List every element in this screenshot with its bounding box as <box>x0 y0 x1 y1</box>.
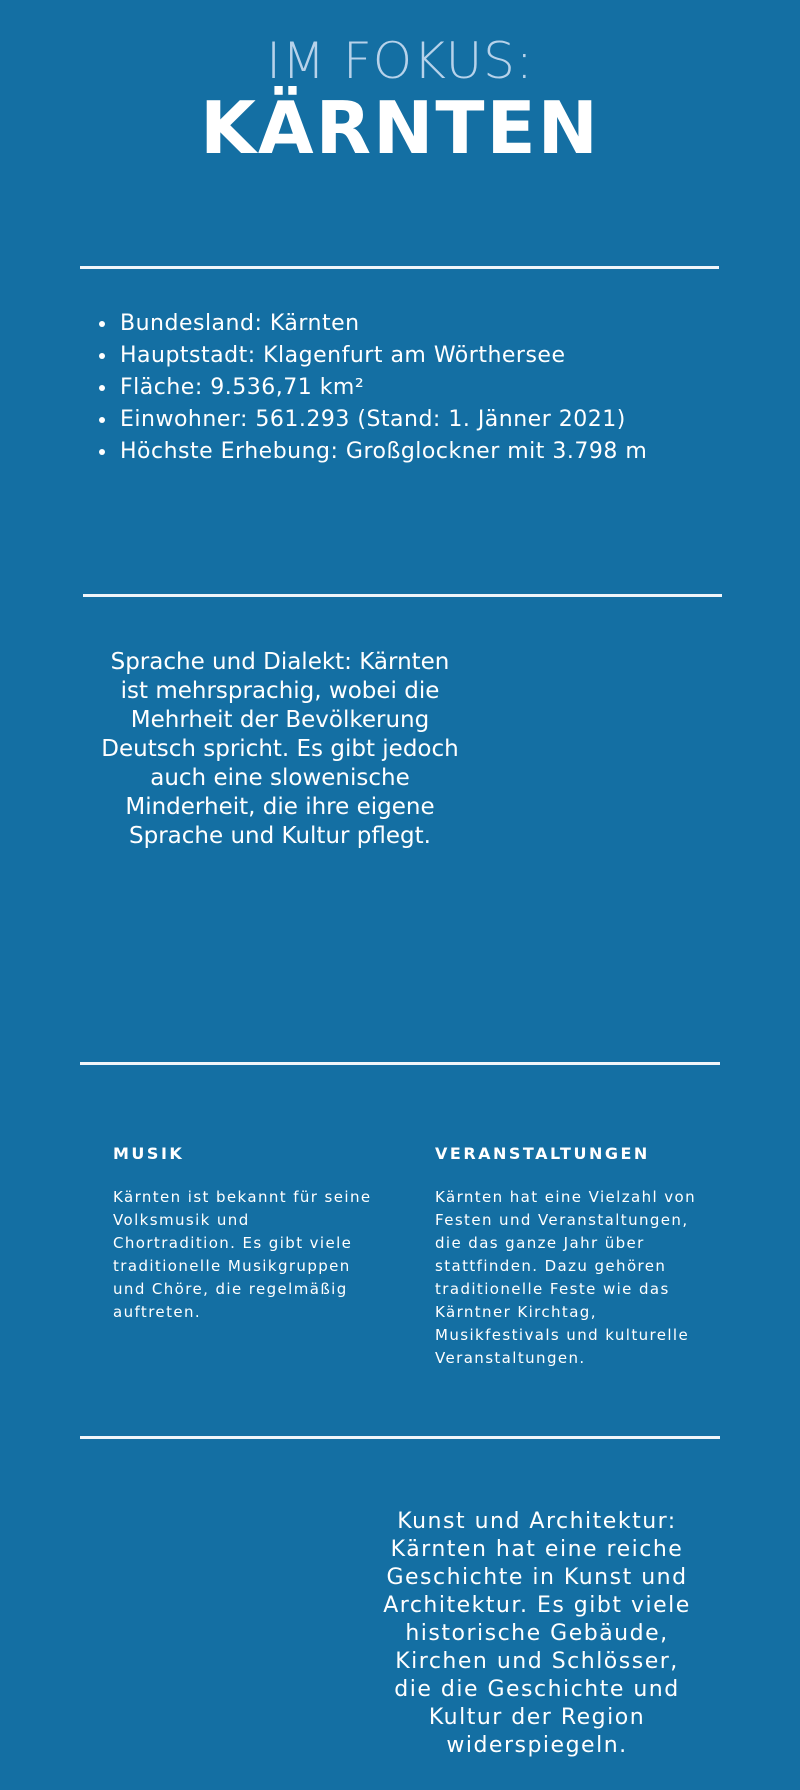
music-heading: MUSIK <box>113 1144 185 1163</box>
divider-columns <box>80 1436 720 1439</box>
page-header <box>0 30 800 170</box>
art-section: Kunst und Architektur: Kärnten hat eine reiche Geschichte in Kunst und Architektur. Es gibt viele historische Gebäude, Kirchen und Schlösser, die die Geschichte und Kultur der Region widerspiegeln. <box>383 1509 691 1758</box>
facts-list <box>96 308 647 468</box>
fact-item-area: • Fläche: 9.536,71 km² <box>118 372 647 404</box>
page-title: KÄRNTEN <box>200 86 600 170</box>
music-text: Kärnten ist bekannt für seine Volksmusik und Chortradition. Es gibt viele traditionelle Musikgruppen und Chöre, die regelmäßig auftreten. <box>113 1188 372 1321</box>
divider-top <box>80 266 719 269</box>
events-section <box>435 1142 703 1370</box>
fact-item-capital: • Hauptstadt: Klagenfurt am Wörthersee <box>118 340 647 372</box>
events-text: Kärnten hat eine Vielzahl von Festen und Veranstaltungen, die das ganze Jahr über stattfinden. Dazu gehören traditionelle Feste wie das Kärntner Kirchtag, Musikfestivals und kulturelle Veranstaltungen. <box>435 1188 696 1367</box>
divider-language <box>80 1062 720 1065</box>
language-section: Sprache und Dialekt: Kärnten ist mehrsprachig, wobei die Mehrheit der Bevölkerung Deutsch spricht. Es gibt jedoch auch eine slowenische Minderheit, die ihre eigene Sprache und Kultur pflegt. <box>101 649 459 849</box>
fact-item-highest-peak: • Höchste Erhebung: Großglockner mit 3.798 m <box>118 436 647 468</box>
page-kicker: IM FOKUS: <box>266 32 534 90</box>
fact-item-state: • Bundesland: Kärnten <box>118 308 647 340</box>
events-heading: VERANSTALTUNGEN <box>435 1144 650 1163</box>
divider-facts <box>83 594 722 597</box>
music-section <box>113 1142 378 1324</box>
fact-item-population: • Einwohner: 561.293 (Stand: 1. Jänner 2021) <box>118 404 647 436</box>
